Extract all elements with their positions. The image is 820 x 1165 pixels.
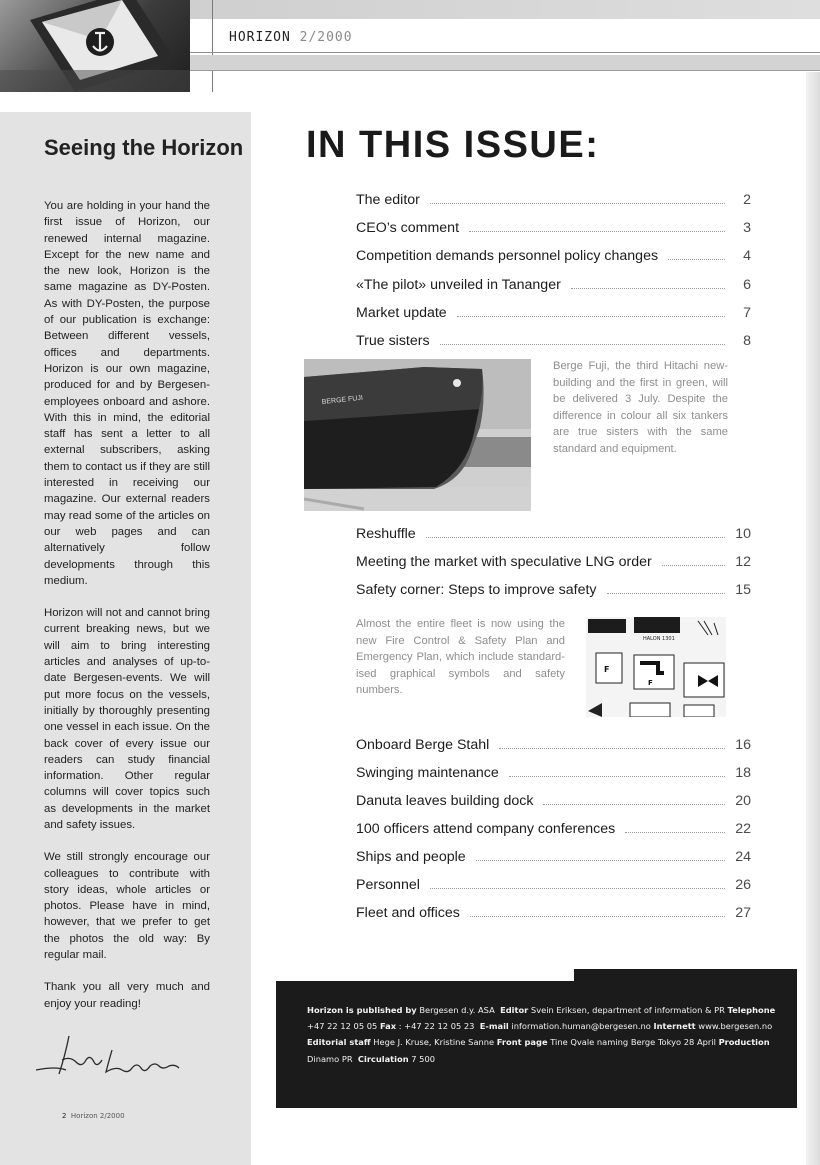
page-folio [62,1112,125,1120]
running-header [229,30,353,45]
toc-entry-page: 15 [735,582,751,598]
dot-leader [430,203,725,204]
imprint-tab [574,969,797,981]
toc-entry-page: 2 [743,192,751,208]
imprint-value: : +47 22 12 05 23 [398,1021,475,1032]
toc-entry[interactable] [356,901,751,921]
toc-entry-page: 12 [735,554,751,570]
sidebar-title: Seeing the Horizon [44,135,244,160]
toc-entry-title: 100 officers attend company conferences [356,821,616,837]
sidebar-paragraph: Thank you all very much and enjoy your reading! [44,981,210,1010]
safety-symbols-image [586,617,726,717]
toc-entry-title: Personnel [356,877,420,893]
toc-entry-title: Reshuffle [356,526,416,542]
dot-leader [470,916,725,917]
imprint-label: Production [718,1037,770,1048]
imprint-value: Hege J. Kruse, Kristine Sanne [373,1037,495,1048]
imprint-value: Dinamo PR [307,1053,353,1064]
toc-entry[interactable] [356,845,751,865]
toc-entry[interactable] [356,329,751,349]
toc-entry[interactable] [356,817,751,837]
imprint-label: Editor [500,1005,529,1015]
toc-entry-title: Onboard Berge Stahl [356,737,490,753]
toc-entry-page: 16 [735,737,751,753]
halon-label: HALON 1301 [643,636,675,642]
imprint-value: Tine Qvale naming Berge Tokyo 28 April [550,1037,716,1048]
toc-entry-title: «The pilot» unveiled in Tananger [356,276,561,293]
toc-entry-title: CEO’s comment [356,220,460,237]
imprint-box [276,981,797,1108]
toc-entry-page: 27 [735,905,751,921]
toc-entry-title: Fleet and offices [356,905,460,921]
imprint-label: Front page [496,1037,548,1048]
imprint-label: Horizon is published by [307,1005,417,1015]
dot-leader [476,860,725,861]
header-strip-bottom [190,55,820,71]
tanker-bow-image [304,359,531,511]
imprint-label: Telephone [727,1005,776,1015]
imprint-value: www.bergesen.no [698,1021,773,1032]
imprint-value: Bergesen d.y. ASA [419,1005,495,1015]
imprint-value: 7 500 [411,1053,436,1064]
page-edge-shadow [806,72,820,1165]
magazine-name: HORIZON [229,30,291,45]
dot-leader [457,316,725,317]
toc-entry-page: 26 [735,877,751,893]
toc-entry[interactable] [356,733,751,753]
safety-plan-symbols [586,617,726,717]
header-strip-top [190,0,820,19]
toc-entry[interactable] [356,550,751,570]
toc-entry-title: Meeting the market with speculative LNG order [356,554,652,570]
page-title: IN THIS ISSUE: [306,124,600,166]
toc-entry-title: True sisters [356,333,430,349]
sidebar-paragraph: You are holding in your hand the first issue of Horizon, our renewed internal magazine. Except for the new name and the new look, Horizon is the same magazine as DY-Posten. As with DY-Posten, the purpose of our publication is exchange: Between different vessels, offices and departments. Horizon is our own magazine, produced for and by Bergesen-employees onboard and ashore. With this in mind, the editorial staff has sent a letter to all external subscribers, asking them to contact us if they are still interested in receiving our magazine. Our external readers may read some of the articles on our web pages and can alternatively follow developments through this medium. [44,200,210,587]
toc-entry[interactable] [356,216,751,236]
imprint-value: +47 22 12 05 05 [307,1021,378,1032]
flag-logo-icon [0,0,190,92]
toc-entry[interactable] [356,522,751,542]
toc-entry-title: The editor [356,192,420,208]
ship-photo [304,359,531,511]
folio-text: Horizon 2/2000 [70,1112,125,1120]
dot-leader [543,804,725,805]
toc-entry[interactable] [356,578,751,598]
dot-leader [607,593,725,594]
toc-entry-page: 6 [743,276,751,293]
toc-entry-page: 7 [743,304,751,321]
toc-entry-page: 4 [743,248,751,265]
toc-entry[interactable] [356,244,751,264]
issue-number: 2/2000 [299,30,353,45]
imprint-value: Svein Eriksen, department of information & PR [530,1005,725,1015]
sidebar-paragraph: We still strongly encourage our colleagues to contribute with story ideas, whole articles or photos. Please have in mind, however, that we prefer to get the photos the old way: By regular mail. [44,851,210,962]
imprint-label: Editorial staff [307,1037,371,1048]
dot-leader [440,344,725,345]
imprint-label: E-mail [479,1021,509,1032]
sidebar-paragraph: Horizon will not and cannot bring current breaking news, but we will aim to bring interesting articles and analyses of up-to-date Bergesen-events. We will put more focus on the vessels, initially by thoroughly presenting one vessel in each issue. On the back cover of every issue our readers can study financial information. Other regular columns will cover topics such as developments in the market and safety issues. [44,607,210,831]
toc-entry-title: Danuta leaves building dock [356,793,534,809]
dot-leader [571,288,725,289]
sidebar-body [44,198,210,1028]
dot-leader [625,832,725,833]
imprint-value: information.human@bergesen.no [511,1021,651,1032]
toc-entry-page: 8 [743,333,751,349]
toc-entry-page: 20 [735,793,751,809]
toc-entry[interactable] [356,873,751,893]
imprint-label: Fax [379,1021,397,1032]
toc-entry-page: 10 [735,526,751,542]
editor-signature [34,1030,209,1085]
photo-caption: Berge Fuji, the third Hitachi new-building and the first in green, will be delivered 3 July. Despite the difference in colour all six tankers are true sisters with the same standard and equipment. [553,360,728,455]
toc-entry-title: Safety corner: Steps to improve safety [356,582,597,598]
imprint-label: Internett [653,1021,696,1032]
hull-name-text: BERGE FUJI [321,394,364,406]
company-logo [0,0,190,92]
svg-text:F: F [648,679,653,687]
toc-entry[interactable] [356,273,751,293]
dot-leader [662,565,725,566]
toc-entry-page: 22 [735,821,751,837]
dot-leader [509,776,725,777]
dot-leader [469,231,725,232]
toc-entry-title: Swinging maintenance [356,765,499,781]
dot-leader [430,888,725,889]
dot-leader [426,537,725,538]
toc-entry-page: 24 [735,849,751,865]
folio-page-number: 2 [62,1112,67,1120]
safety-caption: Almost the entire fleet is now using the new Fire Control & Safety Plan and Emergency Plan, which include standard-ised graphical symbols and safety numbers. [356,618,565,696]
toc-entry[interactable] [356,789,751,809]
header-rule [190,52,820,53]
toc-entry[interactable] [356,301,751,321]
toc-entry-title: Market update [356,304,447,321]
dot-leader [499,748,725,749]
svg-text:F: F [604,665,610,674]
imprint-label: Circulation [357,1053,409,1064]
header-divider [212,0,213,92]
toc-entry[interactable] [356,188,751,208]
dot-leader [668,259,725,260]
toc-entry[interactable] [356,761,751,781]
toc-entry-page: 3 [743,220,751,237]
toc-entry-page: 18 [735,765,751,781]
toc-entry-title: Competition demands personnel policy changes [356,248,659,265]
toc-entry-title: Ships and people [356,849,466,865]
